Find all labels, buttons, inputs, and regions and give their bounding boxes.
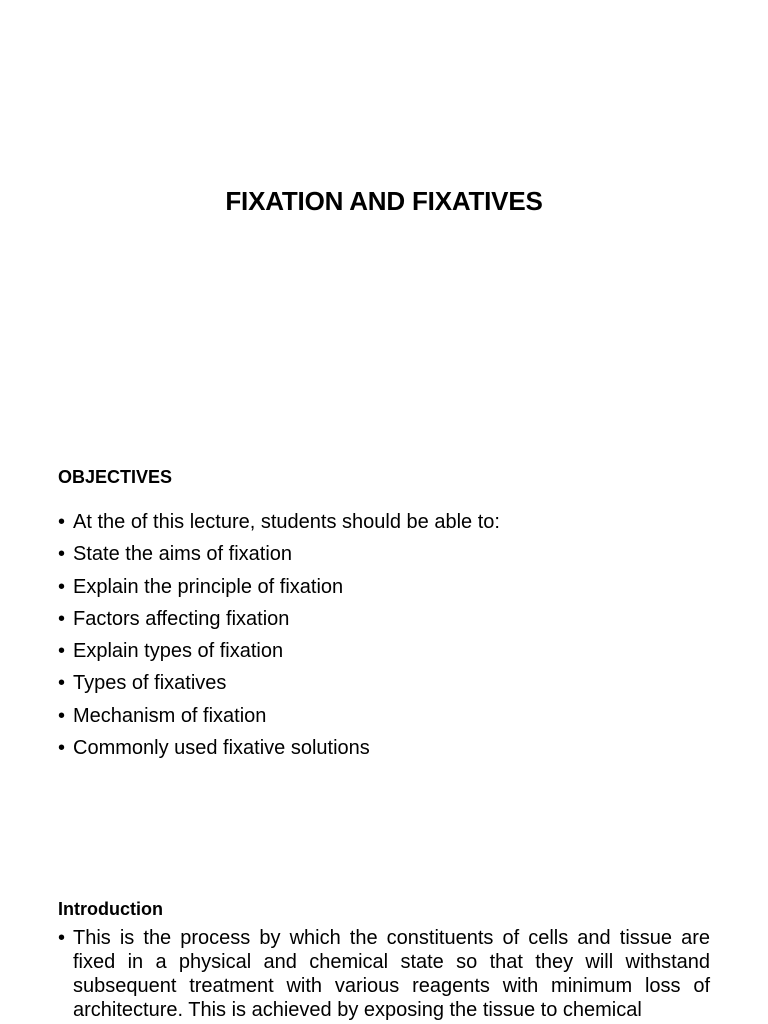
objective-item: • State the aims of fixation <box>58 538 718 570</box>
document-title: FIXATION AND FIXATIVES <box>225 186 543 216</box>
introduction-heading: Introduction <box>58 899 163 919</box>
objective-item: • Explain types of fixation <box>58 635 718 667</box>
objective-item: • Explain the principle of fixation <box>58 571 718 603</box>
introduction-paragraph: • This is the process by which the constituents of cells and tissue are fixed in a physical and chemical state so that they will withstand subsequent treatment with various reagents with minimum loss of architecture. This is achieved by exposing the tissue to chemical <box>58 926 710 1022</box>
introduction-list <box>58 926 710 1022</box>
objective-item: • Mechanism of fixation <box>58 700 718 732</box>
objective-item: • At the of this lecture, students should be able to: <box>58 506 718 538</box>
objectives-list <box>58 506 718 764</box>
objective-item: • Factors affecting fixation <box>58 603 718 635</box>
objectives-heading: OBJECTIVES <box>58 467 173 487</box>
objective-item: • Types of fixatives <box>58 667 718 699</box>
objective-item: • Commonly used fixative solutions <box>58 732 718 764</box>
